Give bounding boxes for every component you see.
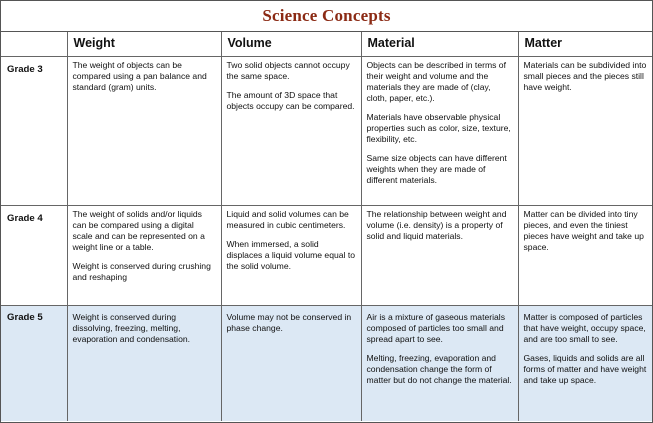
cell-text: Volume may not be conserved in phase change. (226, 312, 352, 333)
table-title: Science Concepts (1, 1, 652, 32)
weight-cell (67, 57, 221, 206)
cell-text: Weight is conserved during crushing and reshaping (72, 261, 211, 282)
cell-text: The weight of solids and/or liquids can be compared using a digital scale and can be represented on a weight line or a table. (72, 209, 205, 252)
matter-cell (518, 57, 652, 206)
volume-cell (221, 206, 361, 306)
cell-text: Melting, freezing, evaporation and condensation change the form of matter but do not change the material. (366, 353, 512, 385)
cell-text: Same size objects can have different weights when they are made of different materials. (366, 153, 507, 185)
cell-text: Liquid and solid volumes can be measured in cubic centimeters. (226, 209, 349, 230)
header-matter: Matter (518, 32, 652, 57)
table-row (1, 206, 652, 306)
material-cell (361, 306, 518, 422)
table-row (1, 57, 652, 206)
header-weight: Weight (67, 32, 221, 57)
header-row (1, 32, 652, 57)
material-cell (361, 57, 518, 206)
grade-label: Grade 3 (1, 57, 67, 206)
cell-text: Matter is composed of particles that have weight, occupy space, and are too small to see. (523, 312, 646, 344)
cell-text: Two solid objects cannot occupy the same space. (226, 60, 350, 81)
cell-text: Gases, liquids and solids are all forms of matter and have weight and take up space. (523, 353, 647, 385)
volume-cell (221, 57, 361, 206)
cell-text: The relationship between weight and volume (i.e. density) is a property of solid and liquid materials. (366, 209, 507, 241)
header-volume: Volume (221, 32, 361, 57)
grade-label: Grade 5 (1, 306, 67, 422)
volume-cell (221, 306, 361, 422)
cell-text: Materials can be subdivided into small pieces and the pieces still have weight. (523, 60, 647, 92)
cell-text: Objects can be described in terms of their weight and volume and the materials they are made of (clay, cloth, paper, etc.). (366, 60, 506, 103)
table-row (1, 306, 652, 422)
concepts-table (1, 32, 652, 421)
cell-text: The weight of objects can be compared using a pan balance and standard (gram) units. (72, 60, 207, 92)
cell-text: When immersed, a solid displaces a liquid volume equal to the solid volume. (226, 239, 356, 271)
weight-cell (67, 206, 221, 306)
cell-text: The amount of 3D space that objects occupy can be compared. (226, 90, 355, 111)
material-cell (361, 206, 518, 306)
cell-text: Materials have observable physical properties such as color, size, texture, flexibility, etc. (366, 112, 511, 144)
cell-text: Air is a mixture of gaseous materials composed of particles too small and spread apart to see. (366, 312, 506, 344)
matter-cell (518, 206, 652, 306)
grade-label: Grade 4 (1, 206, 67, 306)
header-corner (1, 32, 67, 57)
header-material: Material (361, 32, 518, 57)
weight-cell (67, 306, 221, 422)
cell-text: Weight is conserved during dissolving, freezing, melting, evaporation and condensation. (72, 312, 191, 344)
matter-cell (518, 306, 652, 422)
cell-text: Matter can be divided into tiny pieces, and even the tiniest pieces have weight and take up space. (523, 209, 644, 252)
